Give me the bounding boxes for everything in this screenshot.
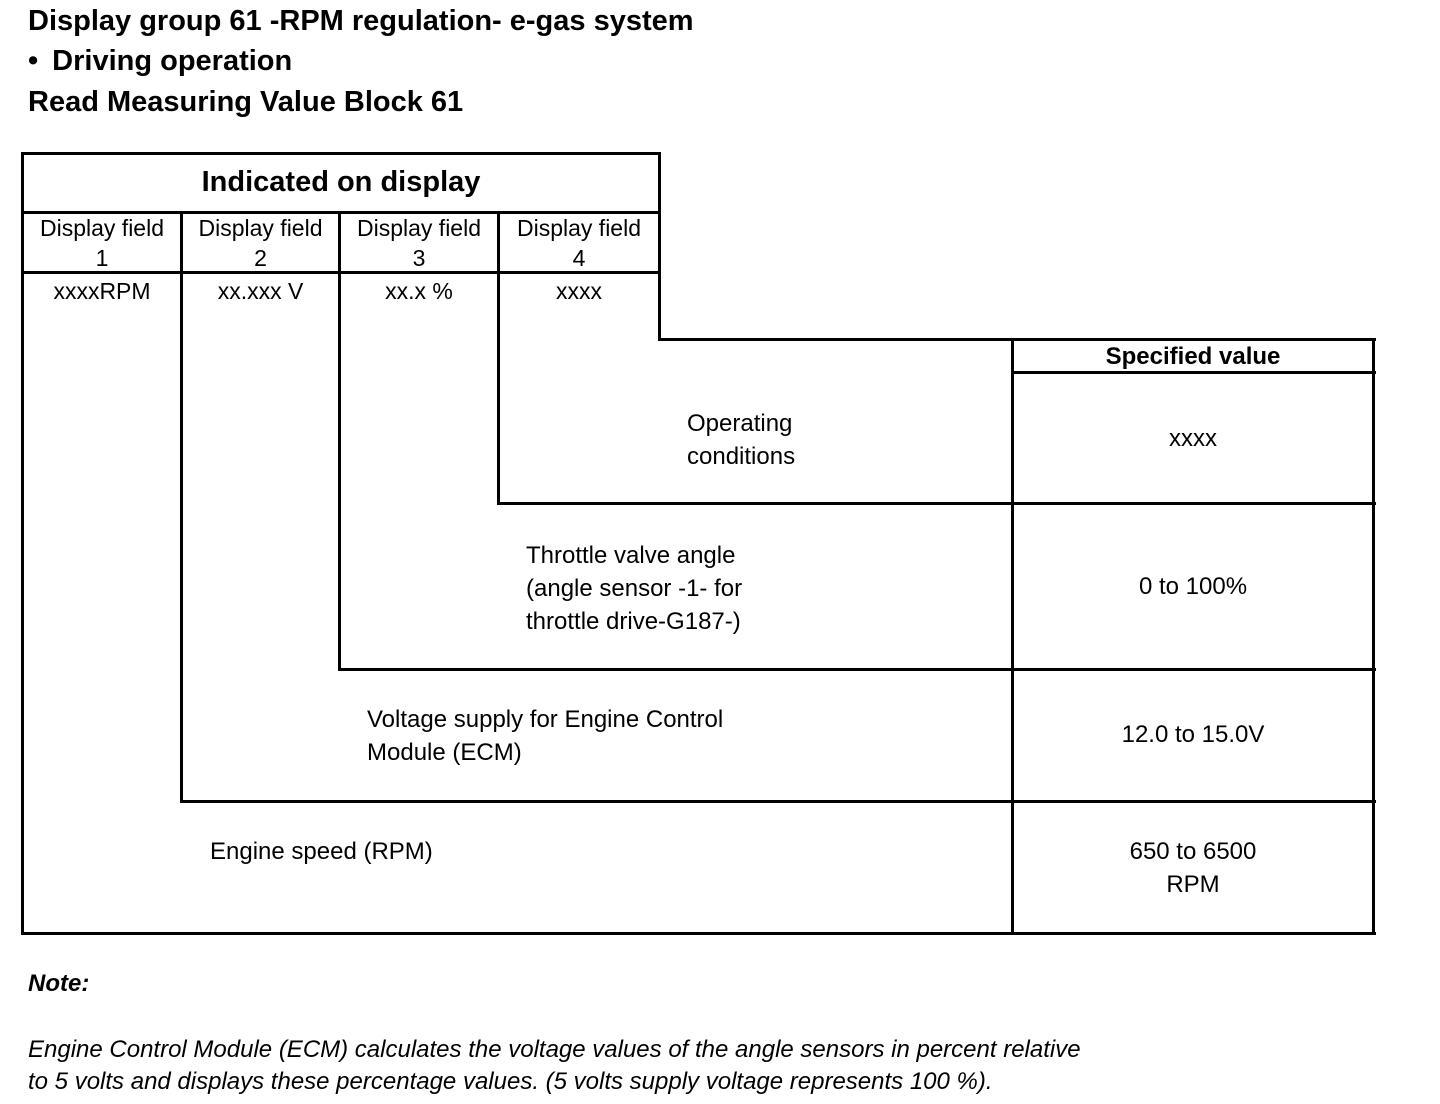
row-line-field2	[180, 800, 1376, 803]
description-line: Voltage supply for Engine Control	[367, 706, 724, 733]
description-line: Operating	[687, 410, 793, 437]
note-line-2: to 5 volts and displays these percentage values. (5 volts supply voltage represents 100 %).	[28, 1068, 993, 1095]
subtitle-line	[28, 44, 292, 78]
field-header-number: 1	[95, 245, 109, 271]
block-title: Read Measuring Value Block 61	[28, 86, 464, 118]
row-description-voltage-supply	[367, 703, 723, 769]
field-header-1	[24, 212, 180, 274]
indicated-header: Indicated on display	[201, 166, 481, 198]
field-header-number: 3	[412, 245, 426, 271]
row-description-operating-conditions	[687, 407, 795, 473]
specified-value-engine-speed	[1014, 835, 1372, 901]
field-value-1: xxxxRPM	[53, 278, 151, 304]
field-header-label: Display field	[357, 215, 481, 241]
specified-value-throttle-valve-angle: 0 to 100%	[1138, 573, 1248, 600]
field-header-label: Display field	[40, 215, 164, 241]
field-value-2: xx.xxx V	[217, 278, 304, 304]
description-line: Engine speed (RPM)	[210, 838, 433, 865]
field-header-3	[341, 212, 497, 274]
description-line: conditions	[687, 443, 796, 470]
indicated-right-border	[658, 152, 661, 341]
row-description-engine-speed	[210, 835, 433, 868]
table-bottom-border	[21, 932, 1376, 935]
specified-value-operating-conditions: xxxx	[1169, 425, 1217, 452]
subtitle: Driving operation	[52, 45, 293, 77]
field-header-label: Display field	[198, 215, 323, 241]
field-value-3: xx.x %	[385, 278, 453, 304]
specified-header: Specified value	[1105, 343, 1281, 370]
field-value-4: xxxx	[556, 278, 602, 304]
bullet: •	[28, 45, 39, 77]
field-header-number: 4	[572, 245, 586, 271]
field-header-2	[183, 212, 338, 274]
note-line-1: Engine Control Module (ECM) calculates the voltage values of the angle sensors in percent relative	[28, 1036, 1081, 1063]
row-line-field3	[338, 668, 1376, 671]
specified-line: RPM	[1166, 871, 1220, 898]
row-line-field4	[497, 502, 1376, 505]
table-top-border	[21, 152, 661, 155]
description-line: throttle drive-G187-)	[526, 608, 741, 635]
note-label: Note:	[28, 970, 90, 997]
row-description-throttle-valve-angle	[526, 539, 742, 638]
field-header-4	[500, 212, 658, 274]
page-title: Display group 61 -RPM regulation- e-gas system	[28, 5, 694, 37]
field-header-label: Display field	[517, 215, 641, 241]
specified-line: 650 to 6500	[1129, 838, 1257, 865]
field-header-number: 2	[254, 245, 267, 271]
description-line: Throttle valve angle	[526, 542, 736, 569]
description-line: Module (ECM)	[367, 739, 522, 766]
specified-value-voltage-supply: 12.0 to 15.0V	[1121, 721, 1265, 748]
table-right-border	[1372, 338, 1375, 935]
description-line: (angle sensor -1- for	[526, 575, 743, 602]
